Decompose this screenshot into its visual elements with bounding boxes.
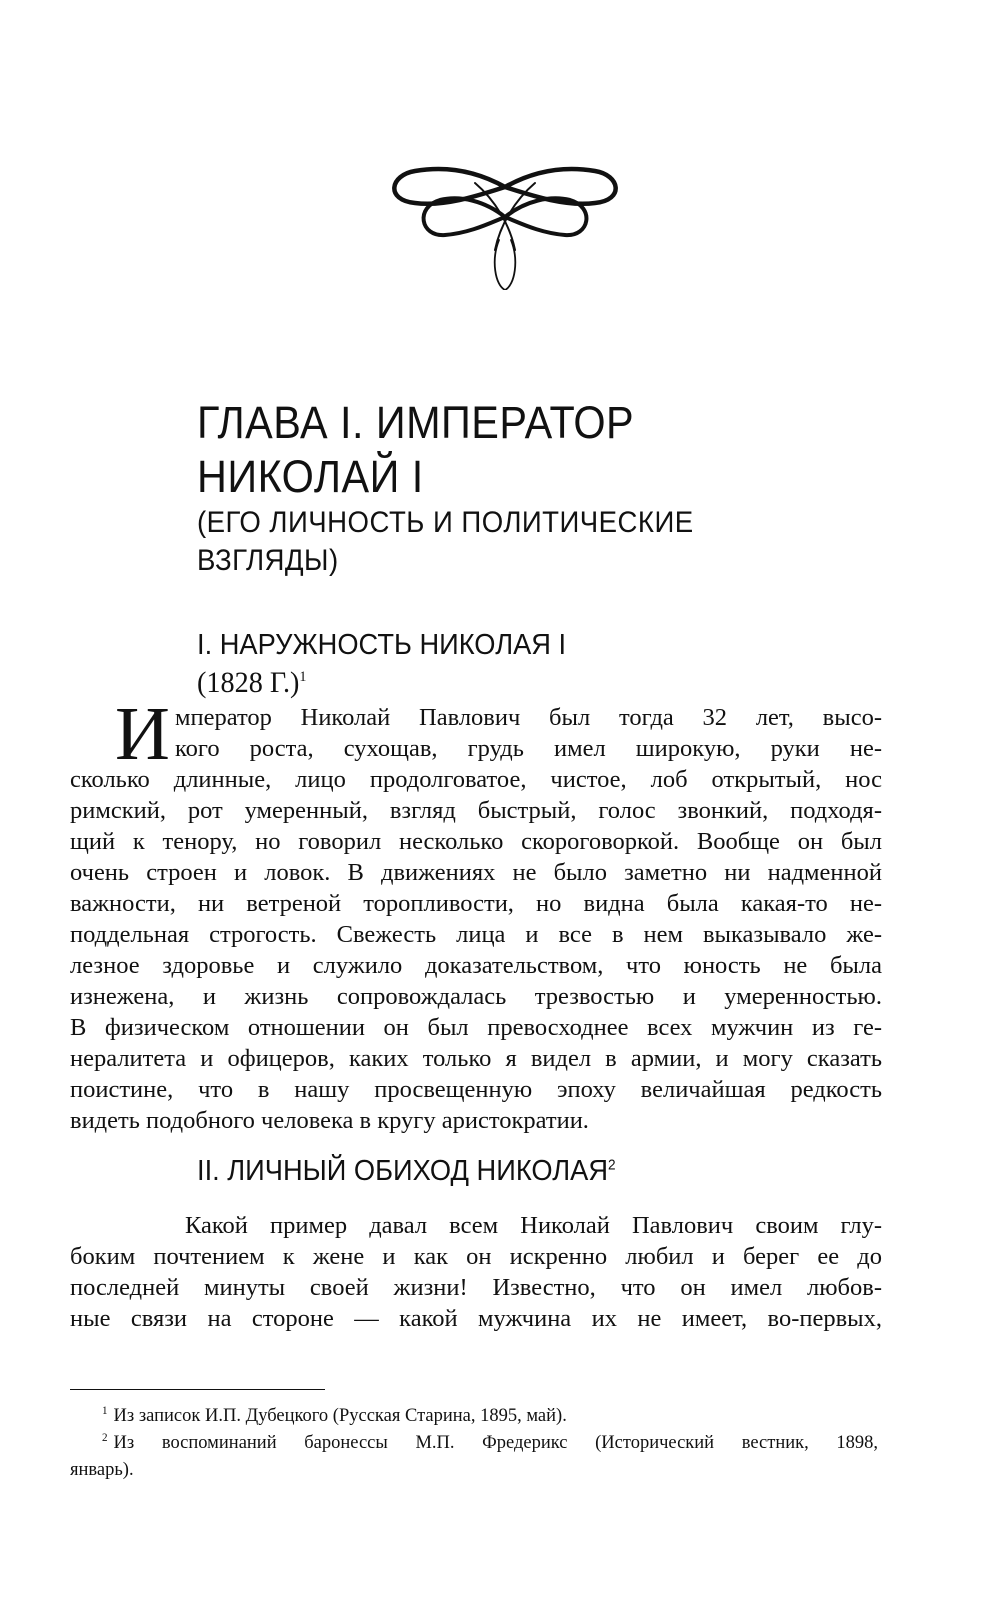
footnote-ref-2[interactable]: 2: [608, 1157, 616, 1174]
section-heading-text: II. ЛИЧНЫЙ ОБИХОД НИКОЛАЯ: [197, 1155, 609, 1187]
text-line: кого роста, сухощав, грудь имел широкую, руки не-: [175, 735, 882, 762]
footnote-text: Из воспоминаний баронессы М.П. Фредерикс (Исторический вестник, 1898,: [113, 1433, 878, 1453]
text-line: поистине, что в нашу просвещенную эпоху величайшая редкость: [70, 1076, 882, 1103]
text-line: лезное здоровье и служило доказательством, что юность не была: [70, 952, 882, 979]
footnote-text: Из записок И.П. Дубецкого (Русская Старина, 1895, май).: [113, 1406, 567, 1426]
section-heading-text: (1828 Г.): [197, 666, 300, 699]
text-line: мператор Николай Павлович был тогда 32 лет, высо-: [175, 704, 882, 731]
text-line: ные связи на стороне — какой мужчина их не имеет, во-первых,: [70, 1305, 882, 1332]
drop-cap: И: [115, 692, 170, 776]
section-heading-2: [197, 1152, 616, 1190]
chapter-subtitle-line: ВЗГЛЯДЫ): [197, 544, 339, 577]
text-line: нералитета и офицеров, каких только я видел в армии, и могу сказать: [70, 1045, 882, 1072]
chapter-title: [197, 396, 897, 580]
chapter-title-line: ГЛАВА I. ИМПЕРАТОР: [197, 397, 635, 448]
text-line: щий к тенору, но говорил несколько скороговоркой. Вообще он был: [70, 828, 882, 855]
footnote-number: 2: [102, 1431, 108, 1444]
footnotes: [70, 1403, 878, 1484]
text-line: очень строен и ловок. В движениях не было заметно ни надменной: [70, 859, 882, 886]
footnote-1: [70, 1403, 878, 1430]
text-line: римский, рот умеренный, взгляд быстрый, голос звонкий, подходя-: [70, 797, 882, 824]
text-line: последней минуты своей жизни! Известно, что он имел любов-: [70, 1274, 882, 1301]
footnote-number: 1: [102, 1404, 108, 1417]
footnote-ref-1[interactable]: 1: [299, 669, 307, 685]
chapter-title-line: НИКОЛАЙ I: [197, 451, 424, 502]
text-line: изнежена, и жизнь сопровождалась трезвостью и умеренностью.: [70, 983, 882, 1010]
paragraph-1: [70, 692, 882, 1136]
footnote-line: [70, 1430, 878, 1457]
section-heading-line: [197, 664, 566, 702]
text-line: В физическом отношении он был превосходнее всех мужчин из ге-: [70, 1014, 882, 1041]
text-line: поддельная строгость. Свежесть лица и все в нем выказывало же-: [70, 921, 882, 948]
text-line: сколько длинные, лицо продолговатое, чистое, лоб открытый, нос: [70, 766, 882, 793]
text-line: Какой пример давал всем Николай Павлович своим глу-: [185, 1212, 882, 1239]
footnote-2: [70, 1430, 878, 1484]
text-line: важности, ни ветреной торопливости, но видна была какая-то не-: [70, 890, 882, 917]
footnote-line: [70, 1403, 878, 1430]
footnote-divider: [70, 1389, 325, 1390]
section-heading-1: [197, 626, 590, 702]
flourish-ornament-icon: [385, 165, 625, 290]
section-heading-line: I. НАРУЖНОСТЬ НИКОЛАЯ I: [197, 629, 567, 661]
text-line: боким почтением к жене и как он искренно любил и берег ее до: [70, 1243, 882, 1270]
footnote-line: январь).: [70, 1460, 134, 1480]
text-line: видеть подобного человека в кругу аристократии.: [70, 1107, 589, 1134]
chapter-subtitle-line: (ЕГО ЛИЧНОСТЬ И ПОЛИТИЧЕСКИЕ: [197, 506, 694, 539]
paragraph-2: [70, 1210, 882, 1334]
